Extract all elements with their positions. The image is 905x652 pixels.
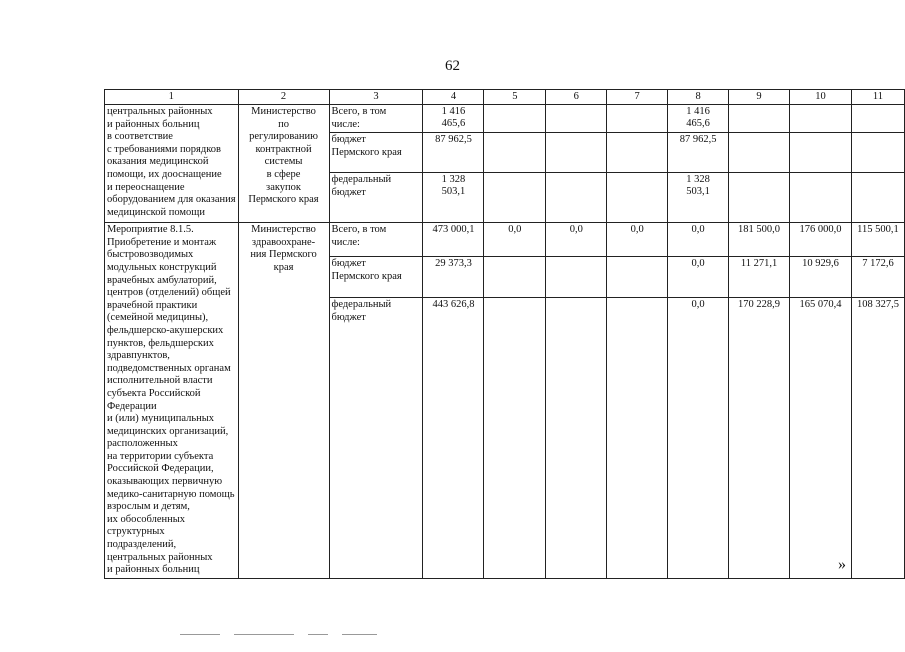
amount-cell (790, 133, 852, 173)
description-line: пунктов, фельдшерских (107, 337, 214, 349)
description-line: центров (отделений) общей (107, 287, 231, 299)
responsible-organization (238, 105, 329, 223)
description-line: (семейной медицины), (107, 312, 209, 324)
funding-source-line: Пермского края (331, 271, 402, 283)
description-line: оборудованием для оказания (107, 194, 236, 206)
amount-line: 87 962,5 (679, 134, 717, 146)
amount-cell: 170 228,9 (729, 298, 790, 579)
funding-source-line: числе: (331, 236, 360, 248)
organization-line: системы (264, 156, 303, 168)
description-line: расположенных (107, 438, 178, 450)
responsible-organization (238, 223, 329, 579)
amount-cell (729, 133, 790, 173)
amount-cell: 0,0 (668, 223, 729, 257)
description-line: Приобретение и монтаж (107, 236, 217, 248)
funding-source (329, 105, 423, 133)
column-number: 8 (668, 90, 729, 105)
organization-line: Министерство (251, 106, 316, 117)
description-line: на территории субъекта (107, 450, 214, 462)
amount-cell: 165 070,4 (790, 298, 852, 579)
column-number: 3 (329, 90, 423, 105)
amount-cell: 0,0 (607, 223, 668, 257)
funding-source-line: федеральный (331, 174, 392, 186)
amount-cell (423, 133, 484, 173)
funding-source (329, 223, 423, 257)
amount-cell: 7 172,6 (851, 257, 904, 298)
scan-artifact (180, 634, 480, 636)
description-line: медицинских организаций, (107, 425, 229, 437)
organization-line: по (278, 118, 289, 130)
description-line: подразделений, (107, 539, 177, 551)
amount-cell: 0,0 (668, 298, 729, 579)
funding-source-line: Всего, в том (331, 224, 387, 236)
amount-cell: 0,0 (484, 223, 546, 257)
description-line: исполнительной власти (107, 375, 213, 387)
amount-cell (546, 173, 607, 223)
description-line: и (или) муниципальных (107, 413, 215, 425)
description-line: структурных (107, 526, 165, 538)
description-line: Российской Федерации, (107, 463, 214, 475)
description-line: взрослым и детям, (107, 501, 190, 513)
funding-source (329, 298, 423, 579)
description-line: с требованиями порядков (107, 143, 222, 155)
amount-line: 1 416 (441, 106, 466, 117)
description-line: центральных районных (107, 106, 213, 117)
description-line: подведомственных органам (107, 362, 231, 374)
amount-line: 503,1 (686, 186, 710, 198)
amount-line: 87 962,5 (435, 134, 472, 146)
table-row (105, 105, 905, 133)
amount-line: 1 416 (686, 106, 710, 117)
organization-line: регулированию (249, 131, 318, 143)
funding-source-line: Всего, в том (331, 106, 387, 117)
amount-cell: 0,0 (668, 257, 729, 298)
description-line: модульных конструкций (107, 261, 217, 273)
amount-cell: 11 271,1 (729, 257, 790, 298)
amount-line: 503,1 (441, 186, 466, 198)
column-number: 5 (484, 90, 546, 105)
column-number: 1 (105, 90, 239, 105)
amount-cell: 176 000,0 (790, 223, 852, 257)
program-table (104, 89, 905, 579)
amount-cell (851, 133, 904, 173)
description-line: их обособленных (107, 513, 186, 525)
column-number: 9 (729, 90, 790, 105)
amount-cell (607, 257, 668, 298)
description-line: медицинской помощи (107, 206, 205, 218)
description-line: врачебной практики (107, 299, 198, 311)
description-line: центральных районных (107, 551, 213, 563)
amount-cell (607, 133, 668, 173)
amount-cell (790, 105, 852, 133)
amount-cell (607, 173, 668, 223)
description-line: здравпунктов, (107, 350, 170, 362)
organization-line: Пермского края (248, 194, 319, 206)
amount-cell (546, 133, 607, 173)
amount-line: 465,6 (441, 118, 466, 130)
amount-cell (851, 173, 904, 223)
activity-description (105, 223, 239, 579)
amount-cell: 443 626,8 (423, 298, 484, 579)
organization-line: ния Пермского (250, 249, 317, 261)
funding-source (329, 133, 423, 173)
organization-line: контрактной (255, 143, 312, 155)
description-line: и районных больниц (107, 564, 200, 576)
amount-cell (607, 105, 668, 133)
funding-source (329, 257, 423, 298)
amount-cell (423, 173, 484, 223)
column-number-row (105, 90, 905, 105)
funding-source-line: бюджет (331, 134, 366, 146)
amount-cell: 181 500,0 (729, 223, 790, 257)
column-number: 6 (546, 90, 607, 105)
description-line: в соответствие (107, 131, 173, 143)
amount-cell: 0,0 (546, 223, 607, 257)
description-line: оказывающих первичную (107, 476, 223, 488)
amount-cell (851, 105, 904, 133)
column-number: 2 (238, 90, 329, 105)
amount-cell (790, 173, 852, 223)
amount-cell (484, 257, 546, 298)
description-line: врачебных амбулаторий, (107, 274, 217, 286)
column-number: 7 (607, 90, 668, 105)
amount-cell (729, 105, 790, 133)
closing-quote: » (838, 556, 846, 573)
description-line: медико-санитарную помощь (107, 488, 235, 500)
amount-cell: 115 500,1 (851, 223, 904, 257)
amount-cell (607, 298, 668, 579)
amount-line: 1 328 (441, 174, 466, 186)
amount-cell (484, 133, 546, 173)
organization-line: края (273, 261, 294, 273)
funding-source-line: федеральный (331, 299, 392, 311)
amount-cell (546, 257, 607, 298)
funding-source-line: бюджет (331, 311, 366, 323)
funding-source-line: бюджет (331, 186, 366, 198)
column-number: 4 (423, 90, 484, 105)
funding-source-line: бюджет (331, 258, 366, 270)
amount-cell: 108 327,5 (851, 298, 904, 579)
amount-line: 1 328 (686, 174, 710, 186)
amount-cell (423, 105, 484, 133)
amount-cell (729, 173, 790, 223)
amount-cell (484, 298, 546, 579)
amount-cell (484, 173, 546, 223)
column-number: 10 (790, 90, 852, 105)
description-line: оказания медицинской (107, 156, 209, 168)
description-line: быстровозводимых (107, 249, 194, 261)
amount-cell (546, 105, 607, 133)
amount-cell: 10 929,6 (790, 257, 852, 298)
organization-line: в сфере (266, 168, 301, 180)
amount-cell (546, 298, 607, 579)
column-number: 11 (851, 90, 904, 105)
description-line: Федерации (107, 400, 157, 412)
organization-line: здравоохране- (251, 236, 316, 248)
amount-cell (484, 105, 546, 133)
organization-line: Министерство (251, 224, 316, 236)
table-row (105, 223, 905, 257)
amount-cell (668, 105, 729, 133)
funding-source-line: числе: (331, 118, 360, 130)
description-line: и переоснащение (107, 181, 185, 193)
description-line: помощи, их дооснащение (107, 168, 222, 180)
organization-line: закупок (266, 181, 302, 193)
amount-cell: 29 373,3 (423, 257, 484, 298)
page-number: 62 (445, 58, 460, 74)
amount-cell (668, 173, 729, 223)
amount-cell: 473 000,1 (423, 223, 484, 257)
activity-description (105, 105, 239, 223)
amount-cell (668, 133, 729, 173)
funding-source (329, 173, 423, 223)
amount-line: 465,6 (686, 118, 710, 130)
description-line: Мероприятие 8.1.5. (107, 224, 194, 236)
description-line: фельдшерско-акушерских (107, 324, 224, 336)
funding-source-line: Пермского края (331, 146, 402, 158)
description-line: и районных больниц (107, 118, 200, 130)
description-line: субъекта Российской (107, 387, 201, 399)
